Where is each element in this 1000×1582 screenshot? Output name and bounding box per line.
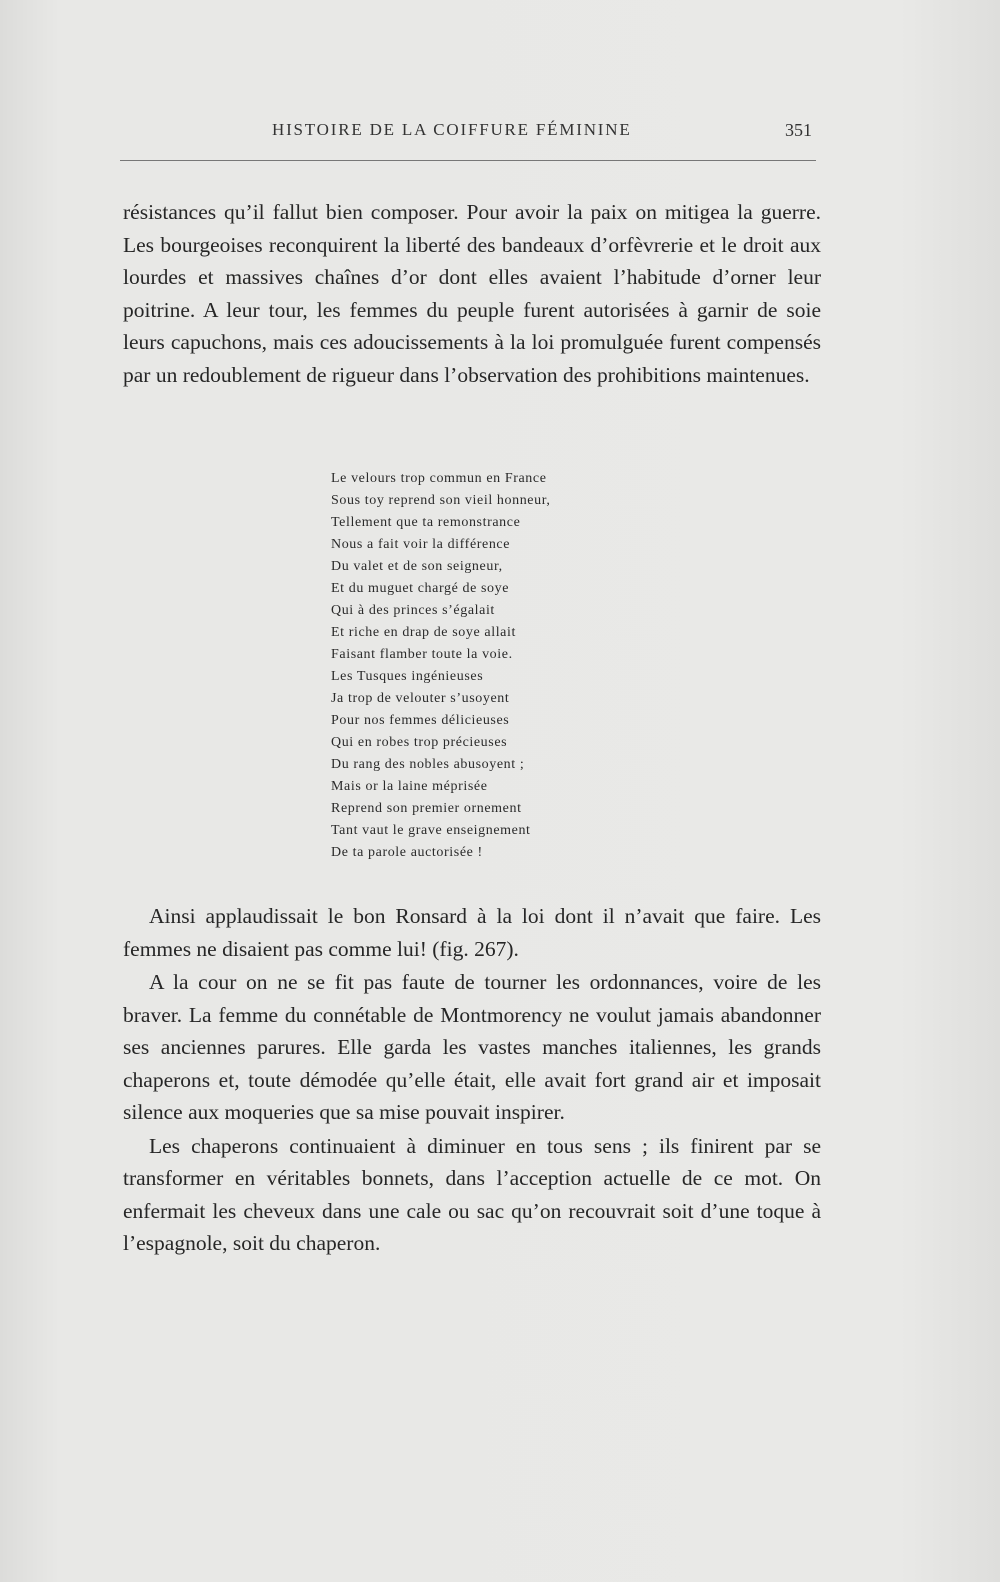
verse-line: Ja trop de velouter s’usoyent xyxy=(331,691,510,706)
paragraph-continued: résistances qu’il fallut bien composer. Pour avoir la paix on mitigea la guerre. Les bourgeoises reconquirent la liberté des bandeaux d’orfèvrerie et le droit aux lourdes et massives chaînes d’or dont elles avaient l’habitude d’orner leur poitrine. A leur tour, les femmes du peuple furent autorisées à garnir de soie leurs capuchons, mais ces adoucissements à la loi promulguée furent compensés par un redoublement de rigueur dans l’observation des prohibitions maintenues. xyxy=(123,200,821,387)
bottom-text-block xyxy=(123,900,821,1260)
verse-line: Faisant flamber toute la voie. xyxy=(331,647,513,662)
paragraph: Ainsi applaudissait le bon Ronsard à la loi dont il n’avait que faire. Les femmes ne disaient pas comme lui! (fig. 267). xyxy=(123,904,821,961)
verse-line: Pour nos femmes délicieuses xyxy=(331,713,510,728)
verse-line: Et du muguet chargé de soye xyxy=(331,581,510,596)
verse-line: Du rang des nobles abusoyent ; xyxy=(331,757,525,772)
verse-line: Tellement que ta remonstrance xyxy=(331,515,521,530)
verse-line: Tant vaut le grave enseignement xyxy=(331,823,531,838)
verse-line: Qui en robes trop précieuses xyxy=(331,735,508,750)
verse-line: Reprend son premier ornement xyxy=(331,801,522,816)
running-head xyxy=(120,118,820,148)
verse-line: Mais or la laine méprisée xyxy=(331,779,488,794)
verse-line: Le velours trop commun en France xyxy=(331,471,547,486)
verse-line: Et riche en drap de soye allait xyxy=(331,625,516,640)
verse-line: Du valet et de son seigneur, xyxy=(331,559,503,574)
top-text-block xyxy=(123,196,821,391)
verse-quotation xyxy=(331,468,631,864)
verse-line: Qui à des princes s’égalait xyxy=(331,603,495,618)
paragraph: Les chaperons continuaient à diminuer en tous sens ; ils finirent par se transformer en véritables bonnets, dans l’acception actuelle de ce mot. On enfermait les cheveux dans une cale ou sac qu’on recouvrait soit d’une toque à l’espagnole, soit du chaperon. xyxy=(123,1133,821,1255)
paragraph: A la cour on ne se fit pas faute de tourner les ordonnances, voire de les braver. La femme du connétable de Montmorency ne voulut jamais abandonner ses anciennes parures. Elle garda les vastes manches italiennes, les grands chaperons et, toute démodée qu’elle était, elle avait fort grand air et imposait silence aux moqueries que sa mise pouvait inspirer. xyxy=(123,970,821,1124)
verse-line: Les Tusques ingénieuses xyxy=(331,669,484,684)
verse-line: Sous toy reprend son vieil honneur, xyxy=(331,493,551,508)
verse-line: De ta parole auctorisée ! xyxy=(331,845,483,860)
header-rule xyxy=(120,160,816,161)
verse-line: Nous a fait voir la différence xyxy=(331,537,511,552)
page-number: 351 xyxy=(785,120,812,140)
running-title: HISTOIRE DE LA COIFFURE FÉMININE xyxy=(272,120,632,139)
